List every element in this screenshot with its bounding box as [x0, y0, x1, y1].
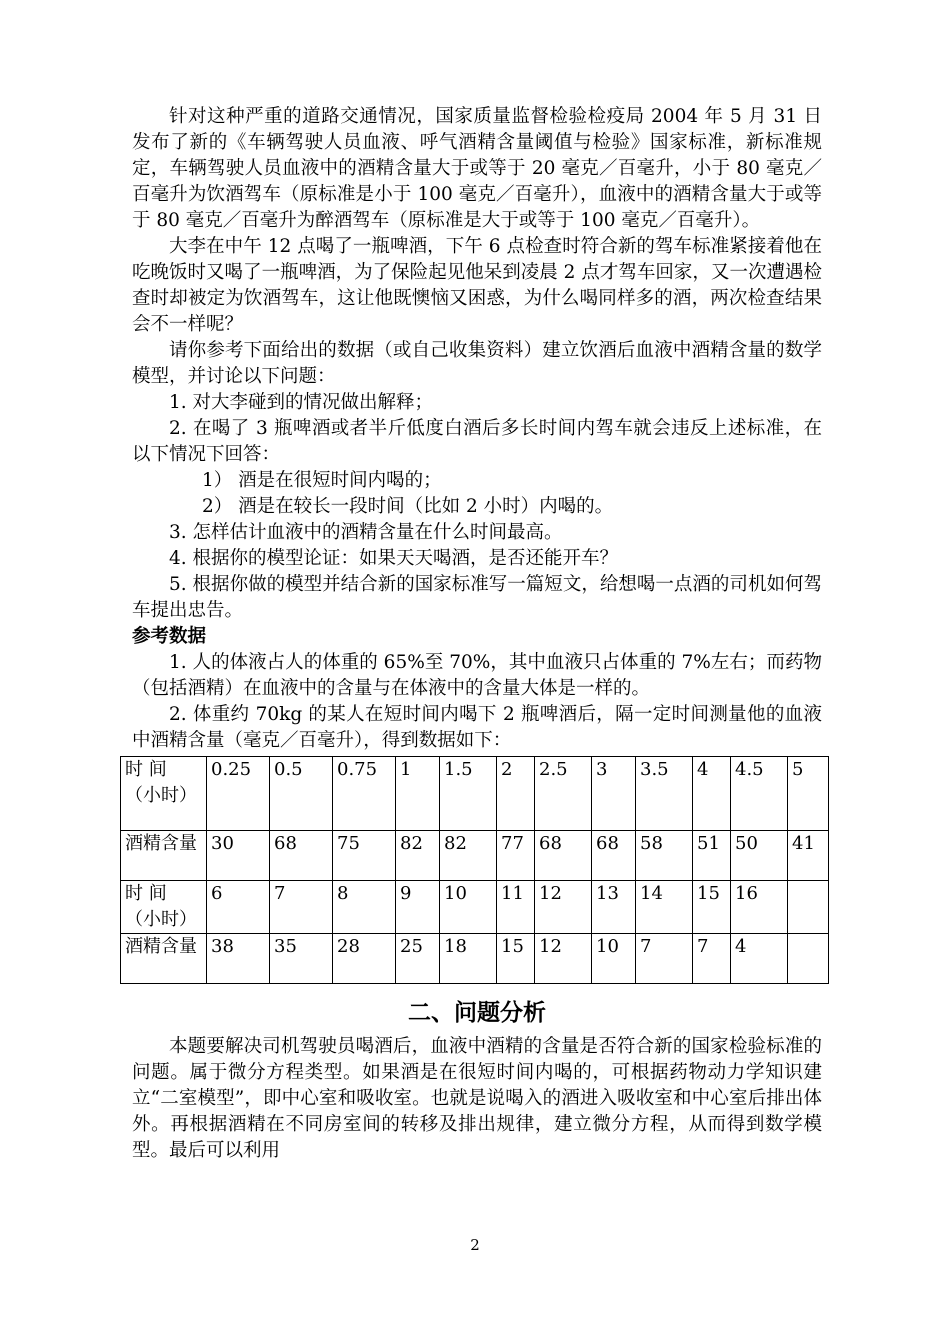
reference-data [132, 650, 822, 754]
table-cell: 18 [440, 934, 497, 984]
table-cell: 30 [207, 831, 270, 881]
table-cell: 11 [497, 881, 535, 934]
table-cell: 15 [497, 934, 535, 984]
table-cell: 1.5 [440, 757, 497, 831]
paragraph: 请你参考下面给出的数据（或自己收集资料）建立饮酒后血液中酒精含量的数学模型，并讨论以下问题： [132, 340, 822, 387]
table-cell [788, 934, 829, 984]
table-cell: 16 [731, 881, 788, 934]
table-row [121, 934, 829, 984]
row-header-cell: 酒精含量 [121, 934, 207, 984]
table-cell: 0.25 [207, 757, 270, 831]
table-cell: 3.5 [636, 757, 693, 831]
table-cell: 1 [396, 757, 440, 831]
paragraph: 4. 根据你的模型论证：如果天天喝酒，是否还能开车？ [169, 548, 619, 569]
paragraph: 3. 怎样估计血液中的酒精含量在什么时间最高。 [169, 522, 563, 543]
table-cell: 77 [497, 831, 535, 881]
row-header-cell: 时 间（小时） [121, 757, 207, 831]
table-row [121, 881, 829, 934]
table-cell: 15 [693, 881, 731, 934]
table-cell: 8 [333, 881, 396, 934]
table-cell: 50 [731, 831, 788, 881]
page-number: 2 [470, 1236, 480, 1254]
table-cell: 25 [396, 934, 440, 984]
table-cell: 58 [636, 831, 693, 881]
table-row [121, 757, 829, 831]
table-cell: 3 [592, 757, 636, 831]
problem-analysis [132, 1034, 822, 1164]
paragraph: 1. 对大李碰到的情况做出解释； [169, 392, 434, 413]
table-cell: 14 [636, 881, 693, 934]
table-cell: 9 [396, 881, 440, 934]
paragraph: 2） 酒是在较长一段时间（比如 2 小时）内喝的。 [202, 496, 614, 517]
table-cell: 51 [693, 831, 731, 881]
table-cell: 5 [788, 757, 829, 831]
table-cell: 7 [693, 934, 731, 984]
table-cell: 12 [535, 934, 592, 984]
table-cell: 0.5 [270, 757, 333, 831]
table-cell: 41 [788, 831, 829, 881]
paragraph: 2. 体重约 70kg 的某人在短时间内喝下 2 瓶啤酒后，隔一定时间测量他的血液中酒精含量（毫克／百毫升），得到数据如下： [132, 704, 822, 751]
reference-data-heading: 参考数据 [132, 626, 207, 647]
table-cell: 68 [270, 831, 333, 881]
table-cell: 13 [592, 881, 636, 934]
row-header-cell: 时 间（小时） [121, 881, 207, 934]
table-cell: 12 [535, 881, 592, 934]
table-cell: 10 [440, 881, 497, 934]
table-cell: 10 [592, 934, 636, 984]
row-header-cell: 酒精含量 [121, 831, 207, 881]
paragraph: 本题要解决司机驾驶员喝酒后，血液中酒精的含量是否符合新的国家检验标准的问题。属于微分方程类型。如果酒是在很短时间内喝的，可根据药物动力学知识建立“二室模型”，即中心室和吸收室。也就是说喝入的酒进入吸收室和中心室后排出体外。再根据酒精在不同房室间的转移及排出规律，建立微分方程，从而得到数学模型。最后可以利用 [132, 1036, 822, 1161]
table-cell: 35 [270, 934, 333, 984]
paragraph: 1. 人的体液占人的体重的 65%至 70%，其中血液只占体重的 7%左右；而药物（包括酒精）在血液中的含量与在体液中的含量大体是一样的。 [132, 652, 822, 699]
paragraph: 大李在中午 12 点喝了一瓶啤酒，下午 6 点检查时符合新的驾车标准紧接着他在吃晚饭时又喝了一瓶啤酒，为了保险起见他呆到凌晨 2 点才驾车回家，又一次遭遇检查时却被定为饮酒驾车，这让他既懊恼又困惑，为什么喝同样多的酒，两次检查结果会不一样呢？ [132, 236, 822, 335]
paragraph: 1） 酒是在很短时间内喝的； [202, 470, 442, 491]
table-cell: 75 [333, 831, 396, 881]
paragraph: 5. 根据你做的模型并结合新的国家标准写一篇短文，给想喝一点酒的司机如何驾车提出忠告。 [132, 574, 822, 621]
alcohol-data-table [120, 756, 829, 984]
table-cell: 4 [731, 934, 788, 984]
table-cell: 2 [497, 757, 535, 831]
page-body [125, 104, 822, 1164]
table-cell: 82 [396, 831, 440, 881]
problem-statement [132, 104, 822, 624]
table-cell: 7 [636, 934, 693, 984]
table-cell: 7 [270, 881, 333, 934]
table-cell: 38 [207, 934, 270, 984]
paragraph: 针对这种严重的道路交通情况，国家质量监督检验检疫局 2004 年 5 月 31 日发布了新的《车辆驾驶人员血液、呼气酒精含量阈值与检验》国家标准，新标准规定，车辆驾驶人员血液中的酒精含量大于或等于 20 毫克／百毫升，小于 80 毫克／百毫升为饮酒驾车（原标准是小于 100 毫克／百毫升），血液中的酒精含量大于或等于 80 毫克／百毫升为醉酒驾车（原标准是大于或等于 100 毫克／百毫升）。 [132, 106, 822, 231]
table-cell: 68 [535, 831, 592, 881]
section-title: 二、问题分析 [408, 1000, 546, 1026]
table-cell [788, 881, 829, 934]
table-cell: 6 [207, 881, 270, 934]
table-cell: 0.75 [333, 757, 396, 831]
table-cell: 4.5 [731, 757, 788, 831]
table-cell: 4 [693, 757, 731, 831]
table-cell: 28 [333, 934, 396, 984]
table-cell: 68 [592, 831, 636, 881]
table-row [121, 831, 829, 881]
table-cell: 82 [440, 831, 497, 881]
table-cell: 2.5 [535, 757, 592, 831]
paragraph: 2. 在喝了 3 瓶啤酒或者半斤低度白酒后多长时间内驾车就会违反上述标准，在以下情况下回答： [132, 418, 822, 465]
